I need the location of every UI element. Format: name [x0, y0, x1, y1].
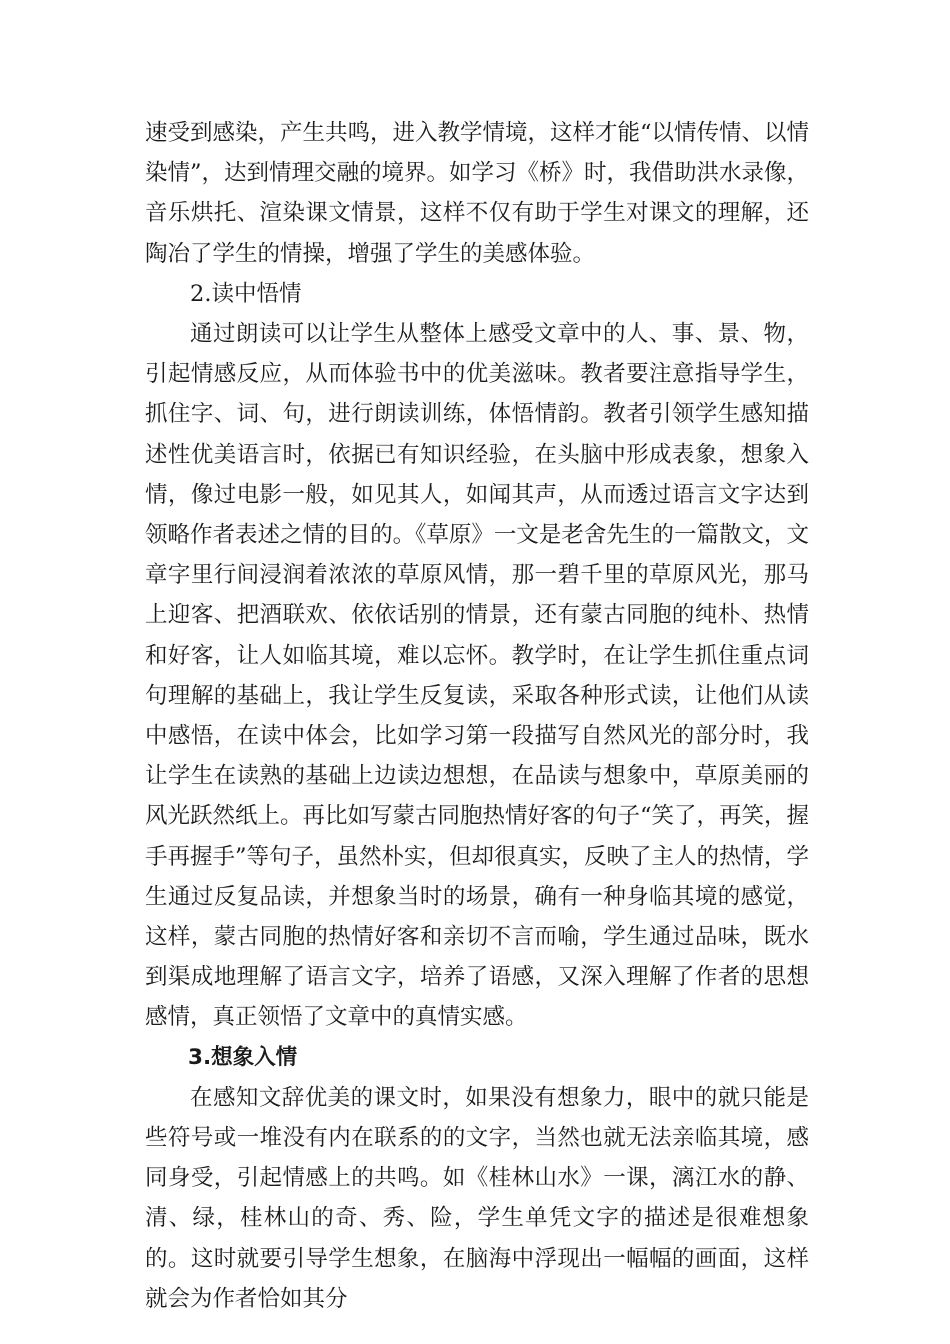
- paragraph-reading-insight: 通过朗读可以让学生从整体上感受文章中的人、事、景、物，引起情感反应，从而体验书中的优美滋味。教者要注意指导学生，抓住字、词、句，进行朗读训练，体悟情韵。教者引领学生感知描述性优美语言时，依据已有知识经验，在头脑中形成表象，想象入情，像过电影一般，如见其人，如闻其声，从而透过语言文字达到领略作者表述之情的目的。《草原》一文是老舍先生的一篇散文，文章字里行间浸润着浓浓的草原风情，那一碧千里的草原风光，那马上迎客、把酒联欢、依依话别的情景，还有蒙古同胞的纯朴、热情和好客，让人如临其境，难以忘怀。教学时，在让学生抓住重点词句理解的基础上，我让学生反复读，采取各种形式读，让他们从读中感悟，在读中体会，比如学习第一段描写自然风光的部分时，我让学生在读熟的基础上边读边想想，在品读与想象中，草原美丽的风光跃然纸上。再比如写蒙古同胞热情好客的句子“笑了，再笑，握手再握手”等句子，虽然朴实，但却很真实，反映了主人的热情，学生通过反复品读，并想象当时的场景，确有一种身临其境的感觉，这样，蒙古同胞的热情好客和亲切不言而喻，学生通过品味，既水到渠成地理解了语言文字，培养了语感，又深入理解了作者的思想感情，真正领悟了文章中的真情实感。: [145, 321, 810, 1031]
- document-body: [145, 113, 809, 1319]
- section-heading-2: 2.读中悟情: [190, 280, 302, 307]
- section-heading-3: 3.想象入情: [188, 1044, 298, 1070]
- paragraph-continuation: 速受到感染，产生共鸣，进入教学情境，这样才能“以情传情、以情染情”，达到情理交融的境界。如学习《桥》时，我借助洪水录像，音乐烘托、渲染课文情景，这样不仅有助于学生对课文的理解，还陶冶了学生的情操，增强了学生的美感体验。: [145, 120, 810, 267]
- paragraph-imagination: 在感知文辞优美的课文时，如果没有想象力，眼中的就只能是些符号或一堆没有内在联系的的文字，当然也就无法亲临其境，感同身受，引起情感上的共鸣。如《桂林山水》一课，漓江水的静、清、绿，桂林山的奇、秀、险，学生单凭文字的描述是很难想象的。这时就要引导学生想象，在脑海中浮现出一幅幅的画面，这样就会为作者恰如其分: [145, 1084, 809, 1312]
